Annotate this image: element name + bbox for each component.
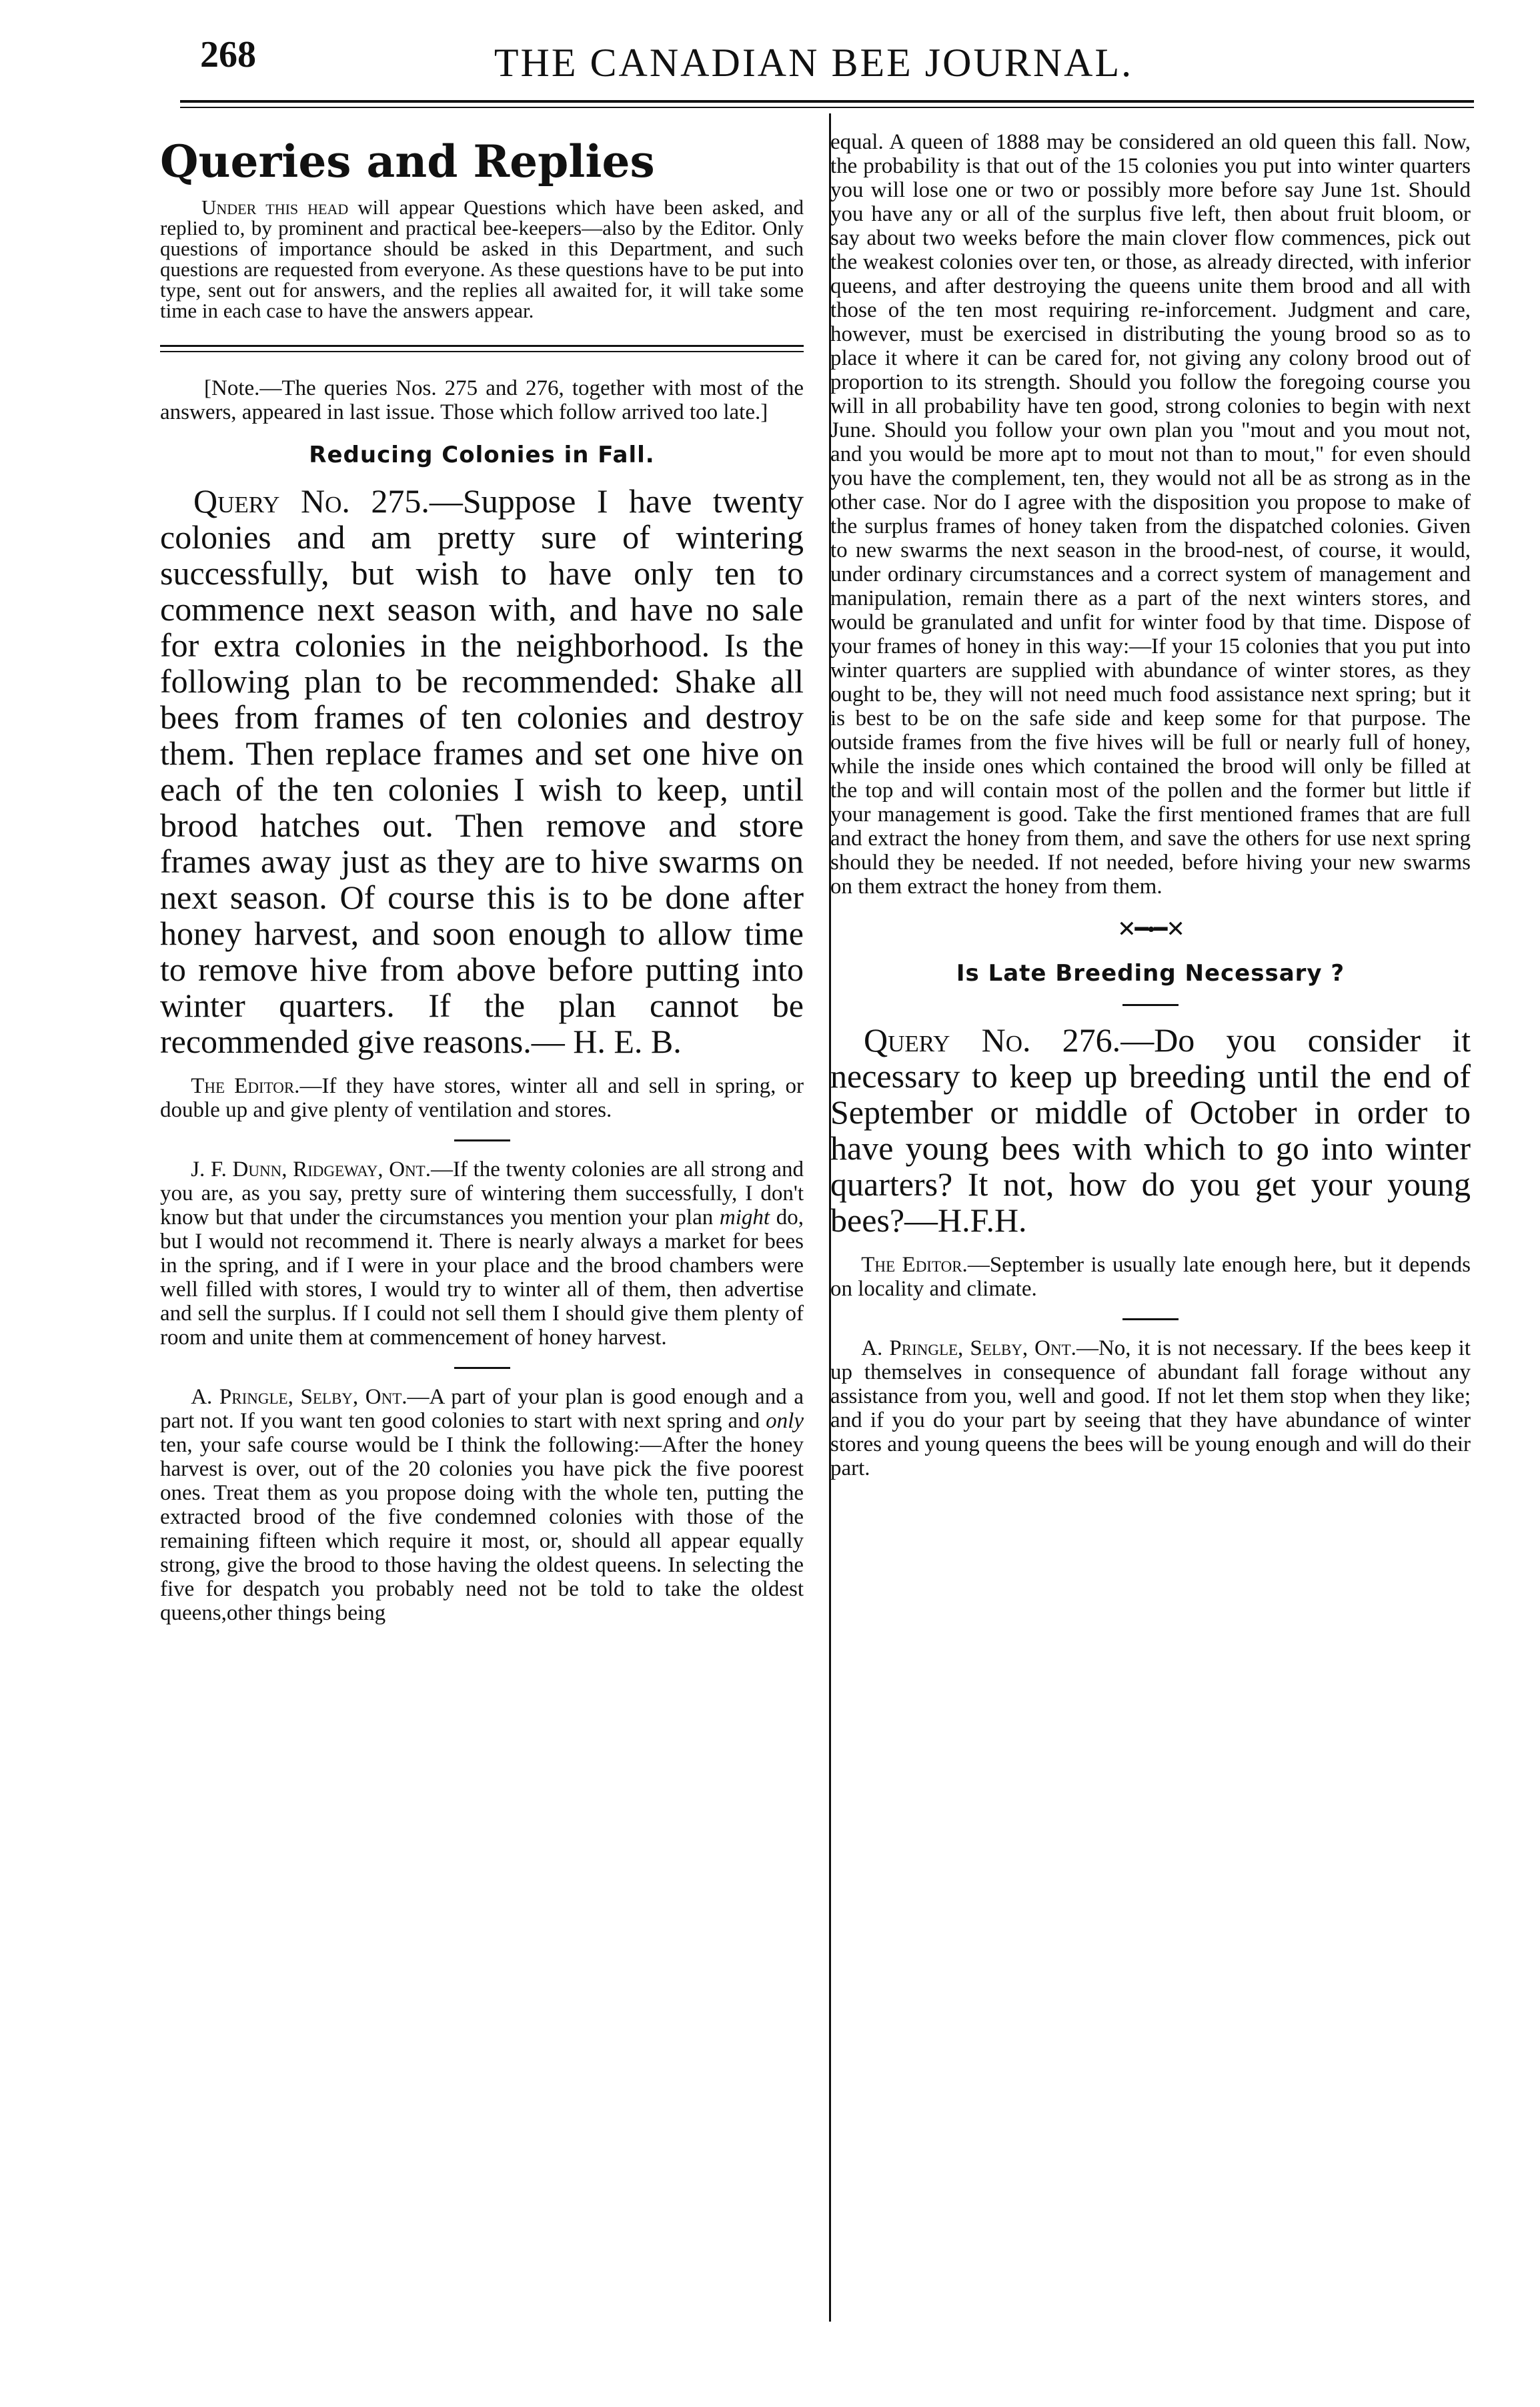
answer-editor-text: —If they have stores, winter all and sell in spring, or double up and give plenty of ventilation and stores.	[160, 1074, 804, 1122]
answer-dunn	[160, 1157, 804, 1350]
answer-editor	[160, 1074, 804, 1122]
right-column	[830, 130, 1471, 1480]
answer-pringle-text-2: ten, your safe course would be I think the following:—After the honey harvest is over, out of the 20 colonies you have pick the five poorest ones. Treat them as you propose doing with the whole ten, putting the extracted brood of the five condemned colonies with those of the remaining fifteen which require it most, or, should all appear equally strong, give the brood to those having the oldest queens. In selecting the five for despatch you probably need not be told to take the oldest queens,other things being	[160, 1433, 804, 1625]
answer-pringle-emphasis: only	[766, 1409, 804, 1433]
separator-rule	[1122, 1004, 1179, 1006]
separator-rule	[1122, 1318, 1179, 1320]
page-header	[160, 27, 1467, 100]
separator-rule	[454, 1139, 510, 1141]
query-276	[830, 1022, 1471, 1238]
answer-pringle-2	[830, 1336, 1471, 1480]
query-275-lead: Query No. 275.	[193, 482, 430, 520]
query-276-lead: Query No. 276.	[864, 1021, 1121, 1059]
ornament-divider: ✕━•━✕	[1117, 917, 1184, 942]
editorial-note: [Note.—The queries Nos. 275 and 276, together with most of the answers, appeared in last issue. Those which follow arrived too late.]	[160, 376, 804, 424]
answer-editor-2-lead: The Editor.	[861, 1253, 968, 1277]
answer-editor-lead: The Editor.	[191, 1074, 300, 1098]
page-number: 268	[200, 34, 256, 75]
query-275-text: —Suppose I have twenty colonies and am pretty sure of wintering successfully, but wish to have only ten to commence next season with, and have no sale for extra colonies in the neighborhood. Is the following plan to be recommended: Shake all bees from frames of ten colonies and destroy them. Then replace frames and set one hive on each of the ten colonies I wish to keep, until brood hatches out. Then remove and store frames away just as they are to hive swarms on next season. Of course this is to be done after honey harvest, and soon enough to allow time to remove hive from above before putting into winter quarters. If the plan cannot be recommended give reasons.— H. E. B.	[160, 482, 804, 1060]
intro-lead: Under this head	[201, 195, 349, 219]
answer-pringle	[160, 1385, 804, 1625]
answer-dunn-emphasis: might	[719, 1206, 770, 1230]
separator-rule	[454, 1367, 510, 1369]
answer-editor-2-text: —September is usually late enough here, but it depends on locality and climate.	[830, 1253, 1471, 1301]
answer-editor-2	[830, 1253, 1471, 1301]
double-rule	[160, 345, 804, 352]
intro-text: will appear Questions which have been asked, and replied to, by prominent and practical bee-keepers—also by the Editor. Only questions of importance should be asked in this Department, and such questions are requested from everyone. As these questions have to be put into type, sent out for answers, and the replies all awaited for, it will take some time in each case to have the answers appear.	[160, 195, 804, 322]
section-title: Queries and Replies	[160, 135, 655, 187]
query-275	[160, 483, 804, 1059]
subhead-late-breeding: Is Late Breeding Necessary ?	[956, 960, 1345, 987]
answer-pringle-text-1: —A part of your plan is good enough and a part not. If you want ten good colonies to start with next spring and	[160, 1385, 804, 1433]
subhead-reducing-colonies: Reducing Colonies in Fall.	[309, 442, 655, 468]
answer-pringle-lead: A. Pringle, Selby, Ont.	[191, 1385, 408, 1409]
answer-dunn-text-2: do, but I would not recommend it. There is nearly always a market for bees in the spring, and if I were in your place and the brood chambers were well filled with stores, I would try to winter all of them, then advertise and sell the surplus. If I could not sell them I should give them plenty of room and unite them at commencement of honey harvest.	[160, 1206, 804, 1350]
section-intro	[160, 197, 804, 321]
answer-dunn-text-1: —If the twenty colonies are all strong and you are, as you say, pretty sure of wintering them successfully, I don't know but that under the circumstances you mention your plan	[160, 1157, 804, 1230]
answer-pringle-2-lead: A. Pringle, Selby, Ont.	[861, 1336, 1076, 1360]
left-column	[160, 130, 804, 1625]
answer-dunn-lead: J. F. Dunn, Ridgeway, Ont.	[191, 1157, 431, 1181]
header-rule	[180, 100, 1474, 108]
query-276-text: —Do you consider it necessary to keep up breeding until the end of September or middle of October in order to have young bees with which to go into winter quarters? It not, how do you get your young bees?—H.F.H.	[830, 1021, 1471, 1239]
answer-pringle-2-text: —No, it is not necessary. If the bees keep it up themselves in consequence of abundant fall forage without any assistance from you, well and good. If not let them stop when they like; and if you do your part by seeing that they have abundance of winter stores and young queens the bees will be young enough and will do their part.	[830, 1336, 1471, 1480]
answer-pringle-continued: equal. A queen of 1888 may be considered an old queen this fall. Now, the probability is that out of the 15 colonies you put into winter quarters you will lose one or two or possibly more before say June 1st. Should you have any or all of the surplus five left, then about fruit bloom, or say about two weeks before the main clover flow commences, pick out the weakest colonies over ten, or those, as already directed, with inferior queens, and after destroying the queens unite them brood and all with those of the ten most requiring re-inforcement. Judgment and care, however, must be exercised in distributing the young brood so as to place it where it can be cared for, not giving any colony brood out of proportion to its strength. Should you follow the foregoing course you will in all probability have ten good, strong colonies to begin with next June. Should you follow your own plan you "mout and you mout not, and you would be more apt to mout not than to mout," for even should you have the complement, ten, they would not all be as strong as in the other case. Nor do I agree with the disposition you propose to make of the surplus frames of honey taken from the dispatched colonies. Given to new swarms the next season in the brood-nest, of course, it would, under ordinary circumstances and a correct system of management and manipulation, remain there as a part of the next winters stores, and would be granulated and unfit for winter food by that time. Dispose of your frames of honey in this way:—If your 15 colonies that you put into winter quarters are supplied with abundance of winter stores, as they ought to be, they will not need much food assistance next spring; but it is best to be on the safe side and keep some for that purpose. The outside frames from the five hives will be full or nearly full of honey, while the inside ones which contained the brood will only be filled at the top and will contain most of the pollen and the former but little if your management is good. Take the first mentioned frames that are full and extract the honey from them, and save the others for use next spring should they be needed. If not needed, before hiving your new swarms on them extract the honey from them.	[830, 130, 1471, 899]
journal-title: THE CANADIAN BEE JOURNAL.	[494, 41, 1134, 85]
